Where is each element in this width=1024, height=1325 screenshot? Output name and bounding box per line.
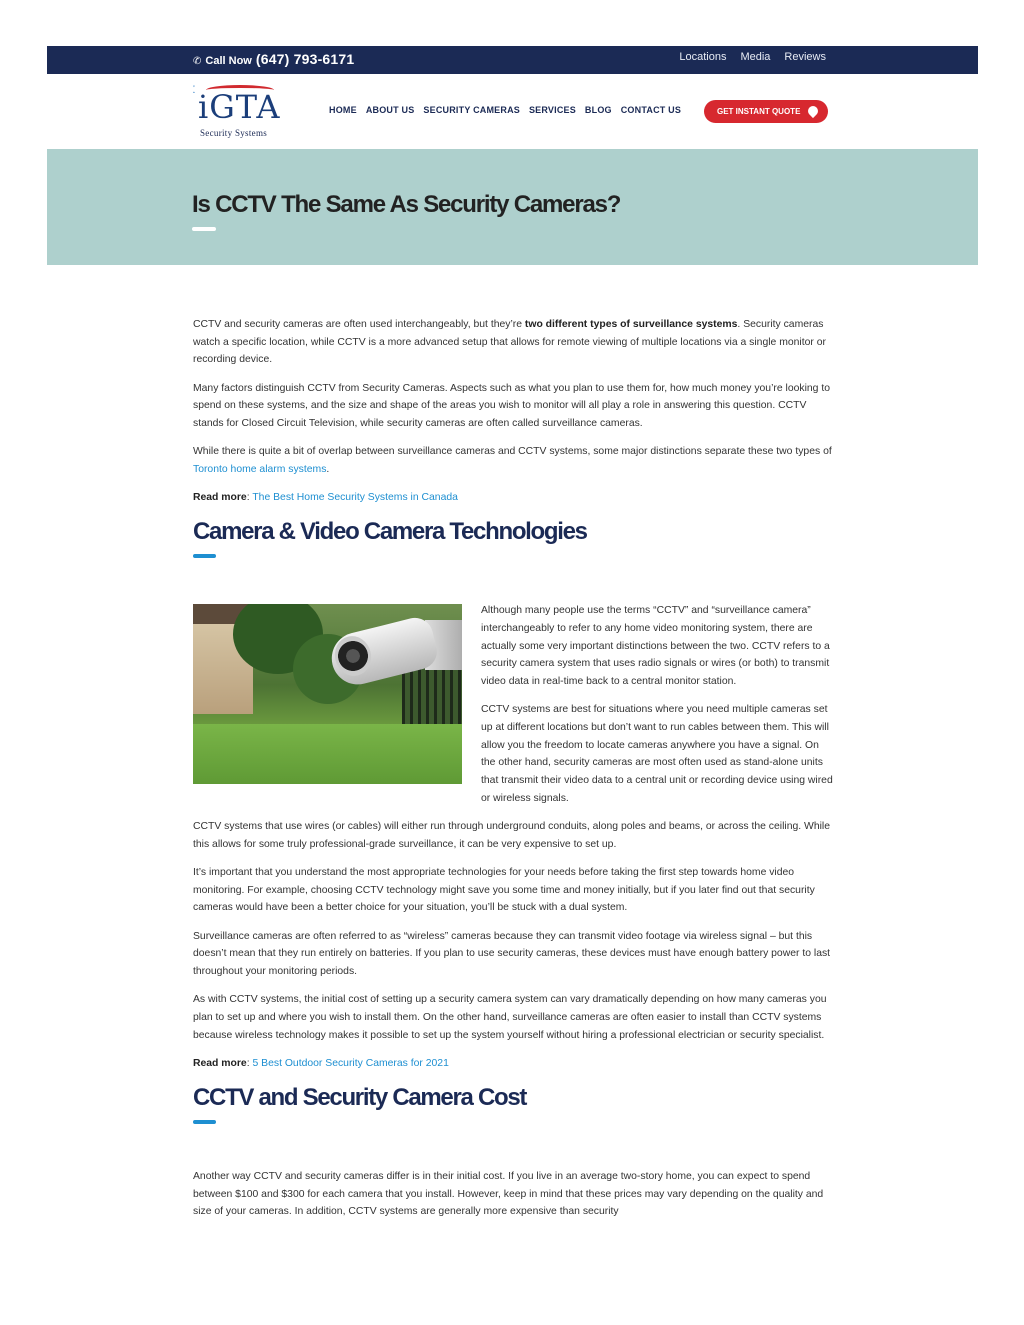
get-quote-label: GET INSTANT QUOTE: [717, 107, 801, 116]
nav-home[interactable]: HOME: [329, 105, 357, 115]
intro-paragraph-1: CCTV and security cameras are often used interchangeably, but they’re two different types of surveillance systems. Security cameras watch a specific location, while CCTV is a more advanced setup that allows for remote viewing of multiple locations via a single monitor or recording device.: [193, 319, 826, 366]
call-now[interactable]: [193, 51, 354, 67]
nav-blog[interactable]: BLOG: [584, 105, 612, 115]
main-nav: [329, 105, 681, 115]
read-more-link-1[interactable]: The Best Home Security Systems in Canada: [252, 492, 458, 504]
tech-paragraph-1: Although many people use the terms “CCTV” and “surveillance camera” interchangeably to refer to any home video monitoring system, there are actually some very important distinctions between the two. CCTV refers to a security camera system that uses radio signals or wires (or both) to transmit video data in real-time back to a central monitor station.: [481, 605, 830, 688]
call-now-label: Call Now: [205, 55, 252, 67]
phone-icon: ✆: [193, 56, 202, 67]
intro-paragraph-2: Many factors distinguish CCTV from Security Cameras. Aspects such as what you plan to use them for, how much money you’re looking to spend on these systems, and the size and shape of the areas you wish to monitor will all play a role in answering this question. CCTV stands for Closed Circuit Television, while security cameras are often called surveillance cameras.: [193, 382, 830, 430]
intro-paragraph-3: While there is quite a bit of overlap between surveillance cameras and CCTV systems, some major distinctions separate these two types of Toronto home alarm systems.: [193, 446, 832, 475]
logo-wordmark: iGTA: [198, 88, 281, 126]
intro-bold: two different types of surveillance systems: [524, 319, 738, 330]
nav-about-us[interactable]: ABOUT US: [365, 105, 415, 115]
article-content: [193, 316, 833, 1232]
phone-number[interactable]: (647) 793-6171: [255, 51, 355, 67]
nav-contact-us[interactable]: CONTACT US: [620, 105, 682, 115]
logo[interactable]: [192, 80, 287, 140]
cost-paragraph-1: Another way CCTV and security cameras differ is in their initial cost. If you live in an average two-story home, you can expect to spend between $100 and $300 for each camera that you install. However, keep in mind that these prices may vary depending on the quality and size of your cameras. In addition, CCTV systems are generally more expensive than security: [193, 1171, 824, 1218]
nav-services[interactable]: SERVICES: [528, 105, 576, 115]
tech-paragraph-4: It’s important that you understand the most appropriate technologies for your needs before taking the first step towards home video monitoring. For example, choosing CCTV technology might save you some time and money initially, but if you later find out that security cameras would have been a better choice for your situation, you’ll be stuck with a dual system.: [193, 866, 815, 914]
top-links: [679, 51, 826, 63]
top-link-locations[interactable]: Locations: [679, 51, 727, 63]
tech-paragraph-3: CCTV systems that use wires (or cables) will either run through underground conduits, along poles and beams, or across the ceiling. While this allows for some truly professional-grade surveillance, it can be very expensive to set up.: [193, 821, 831, 850]
tech-paragraph-5: Surveillance cameras are often referred to as “wireless” cameras because they can transmit video footage via wireless signal – but this doesn’t mean that they run entirely on batteries. If you plan to use security cameras, these devices must have enough battery power to last throughout your monitoring periods.: [193, 930, 831, 977]
read-more-link-2[interactable]: 5 Best Outdoor Security Cameras for 2021: [252, 1057, 449, 1069]
toronto-alarm-link[interactable]: Toronto home alarm systems: [193, 463, 327, 475]
tech-paragraph-2: CCTV systems are best for situations where you need multiple cameras set up at different locations but don’t want to run cables between them. This will allow you the freedom to locate cameras anywhere you have a signal. On the other hand, security cameras are most often used as stand-alone units that transmit their video data to a central unit or recording device using wired or wireless signals.: [481, 704, 833, 804]
read-more-2: Read more: 5 Best Outdoor Security Cameras for 2021: [193, 1057, 449, 1069]
get-quote-button[interactable]: [704, 100, 828, 123]
wifi-icon: ː: [192, 80, 196, 96]
logo-subtitle: Security Systems: [200, 128, 268, 138]
section-heading-technologies: Camera & Video Camera Technologies: [193, 518, 587, 546]
nav-security-cameras[interactable]: SECURITY CAMERAS: [423, 105, 520, 115]
tech-paragraph-6: As with CCTV systems, the initial cost of setting up a security camera system can vary dramatically depending on how many cameras you plan to set up and where you wish to install them. On the other hand, surveillance cameras are often easier to install than CCTV systems because wireless technology makes it possible to set up the system yourself without hiring a professional electrician or security specialist.: [193, 994, 827, 1041]
title-banner: [47, 149, 978, 265]
top-link-reviews[interactable]: Reviews: [784, 51, 826, 63]
section-heading-cost: CCTV and Security Camera Cost: [193, 1084, 527, 1111]
security-camera-image: [193, 604, 462, 784]
page-title: Is CCTV The Same As Security Cameras?: [192, 191, 621, 218]
read-more-1: Read more: The Best Home Security Systems in Canada: [193, 492, 458, 504]
top-bar: [47, 46, 978, 74]
title-underline: [192, 227, 216, 231]
map-pin-icon: [806, 104, 820, 118]
site-header: [47, 74, 978, 149]
top-link-media[interactable]: Media: [740, 51, 771, 63]
